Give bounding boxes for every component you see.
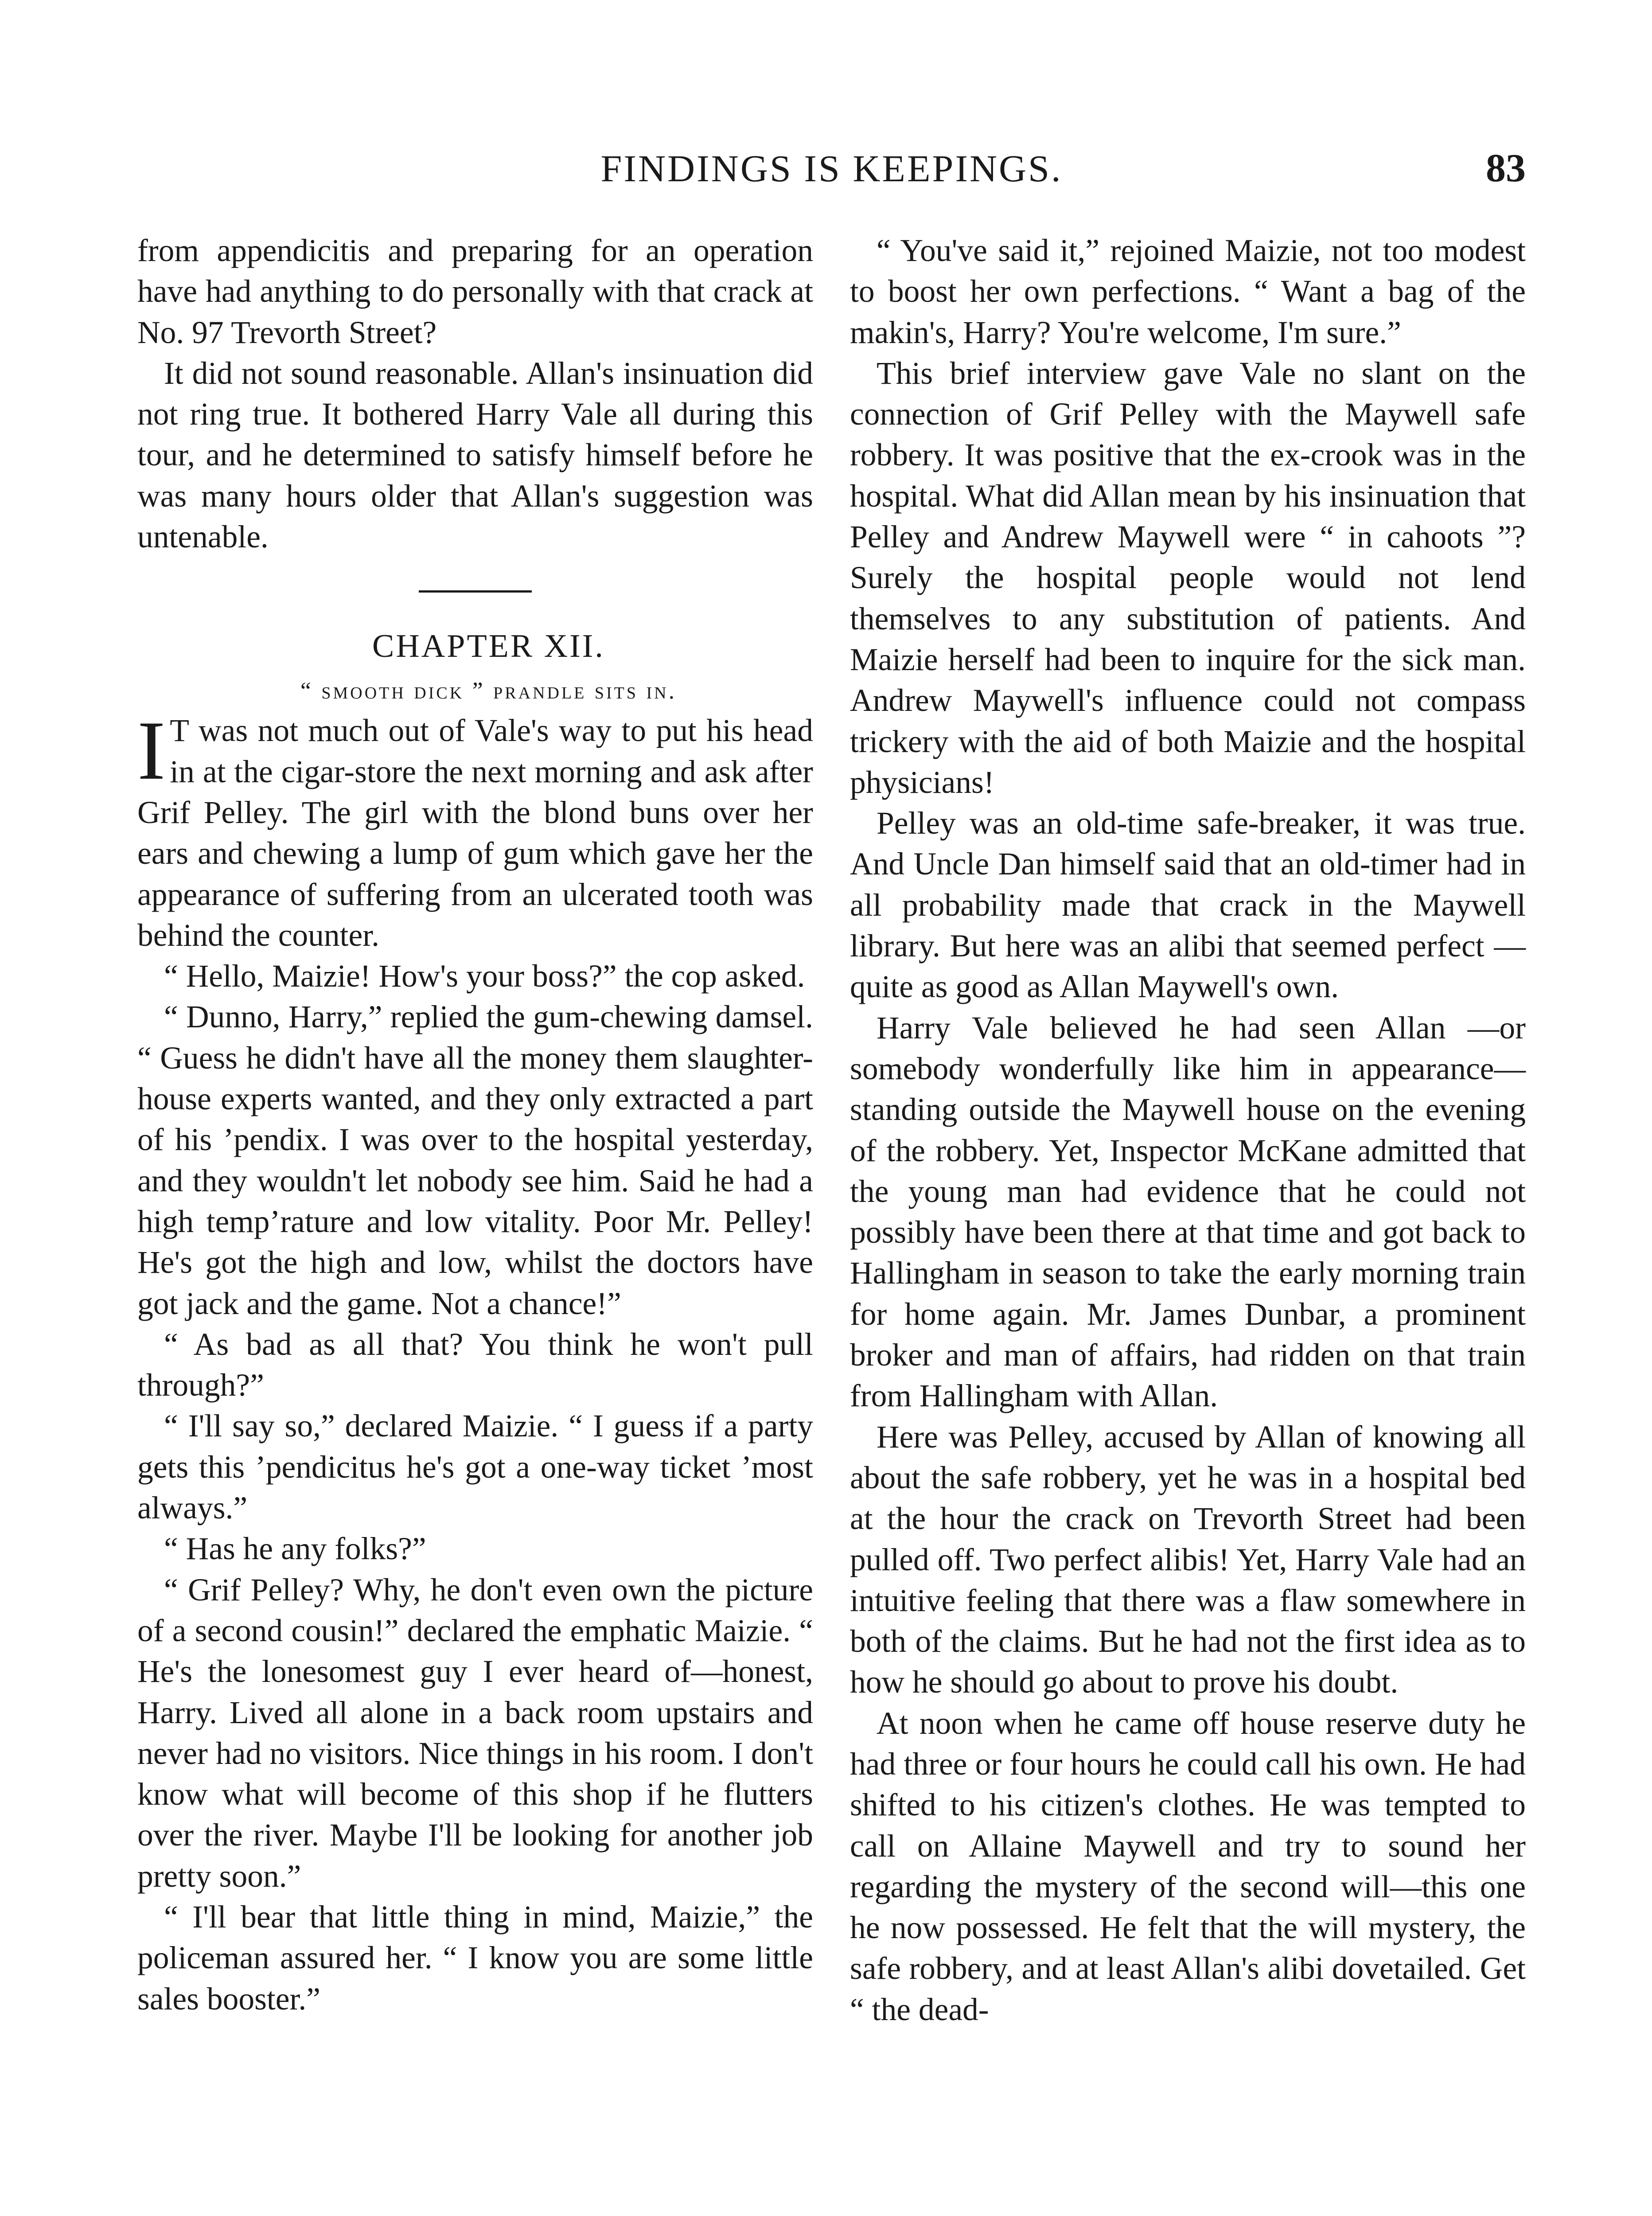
chapter-title: CHAPTER XII. (372, 628, 605, 665)
running-head (137, 144, 1526, 193)
paragraph: This brief interview gave Vale no slant on the connection of Grif Pelley with the Maywell safe robbery. It was positive that the ex-crook was in the hospital. What did Allan mean by his insinuation that Pelley and Andrew Maywell were “ in cahoots ”? Surely the hospital people would not lend themselves to any substitution of patients. And Maizie herself had been to inquire for the sick man. Andrew Maywell's influence could not compass trickery with the aid of both Maizie and the hospital physicians! (850, 355, 1526, 800)
paragraph: “ Hello, Maizie! How's your boss?” the cop asked. (164, 959, 805, 994)
paragraph: “ I'll say so,” declared Maizie. “ I guess if a party gets this ’pendicitus he's got a one-way ticket ’most always.” (137, 1408, 813, 1526)
paragraph: “ I'll bear that little thing in mind, Maizie,” the policeman assured her. “ I know you are some little sales booster.” (137, 1899, 813, 2017)
paragraph-text: T was not much out of Vale's way to put his head in at the cigar-store the next morning and ask after Grif Pelley. The girl with the blond buns over her ears and chewing a lump of gum which gave her the appearance of suffering from an ulcerated tooth was behind the counter. (137, 713, 813, 953)
paragraph: Here was Pelley, accused by Allan of knowing all about the safe robbery, yet he was in a hospital bed at the hour the crack on Trevorth Street had been pulled off. Two perfect alibis! Yet, Harry Vale had an intuitive feeling that there was a flaw somewhere in both of the claims. But he had not the first idea as to how he should go about to prove his doubt. (850, 1419, 1526, 1700)
paragraph: At noon when he came off house reserve duty he had three or four hours he could call his own. He had shifted to his citizen's clothes. He was tempted to call on Allaine Maywell and try to sound her regarding the mystery of the second will—this one he now possessed. He felt that the will mystery, the safe robbery, and at least Allan's alibi dovetailed. Get “ the dead- (850, 1705, 1526, 2027)
section-divider (419, 590, 532, 593)
paragraph: Pelley was an old-time safe-breaker, it was true. And Uncle Dan himself said that an old-timer had in all probability made that crack in the Maywell library. But here was an alibi that seemed perfect —quite as good as Allan Maywell's own. (850, 806, 1526, 1005)
running-title: FINDINGS IS KEEPINGS. (600, 147, 1063, 190)
paragraph: “ Grif Pelley? Why, he don't even own the picture of a second cousin!” declared the emphatic Maizie. “ He's the lonesomest guy I ever heard of—honest, Harry. Lived all alone in a back room upstairs and never had no visitors. Nice things in his room. I don't know what will become of this shop if he flutters over the river. Maybe I'll be looking for another job pretty soon.” (137, 1572, 813, 1894)
paragraph: from appendicitis and preparing for an operation have had anything to do personally with that crack at No. 97 Trevorth Street? (137, 233, 813, 350)
paragraph: It did not sound reasonable. Allan's insinuation did not ring true. It bothered Harry Vale all during this tour, and he determined to satisfy himself before he was many hours older that Allan's suggestion was untenable. (137, 355, 813, 555)
left-column (137, 230, 813, 2020)
right-column (850, 230, 1526, 2030)
paragraph: “ You've said it,” rejoined Maizie, not too modest to boost her own perfections. “ Want a bag of the makin's, Harry? You're welcome, I'm sure.” (850, 233, 1526, 350)
paragraph: “ As bad as all that? You think he won't pull through?” (137, 1326, 813, 1403)
page-number: 83 (1486, 146, 1526, 190)
chapter-opening-paragraph (137, 704, 813, 956)
chapter-subtitle: “ smooth dick ” prandle sits in. (300, 677, 677, 704)
drop-cap: I (137, 704, 166, 798)
paragraph: “ Has he any folks?” (164, 1531, 426, 1567)
paragraph: “ Dunno, Harry,” replied the gum-chewing damsel. “ Guess he didn't have all the money them slaughter-house experts wanted, and they only extracted a part of his ’pendix. I was over to the hospital yesterday, and they wouldn't let nobody see him. Said he had a high temp’rature and low vitality. Poor Mr. Pelley! He's got the high and low, whilst the doctors have got jack and the game. Not a chance!” (137, 999, 813, 1321)
paragraph: Harry Vale believed he had seen Allan —or somebody wonderfully like him in appearance—standing outside the Maywell house on the evening of the robbery. Yet, Inspector McKane admitted that the young man had evidence that he could not possibly have been there at that time and got back to Hallingham in season to take the early morning train for home again. Mr. James Dunbar, a prominent broker and man of affairs, had ridden on that train from Hallingham with Allan. (850, 1010, 1526, 1414)
